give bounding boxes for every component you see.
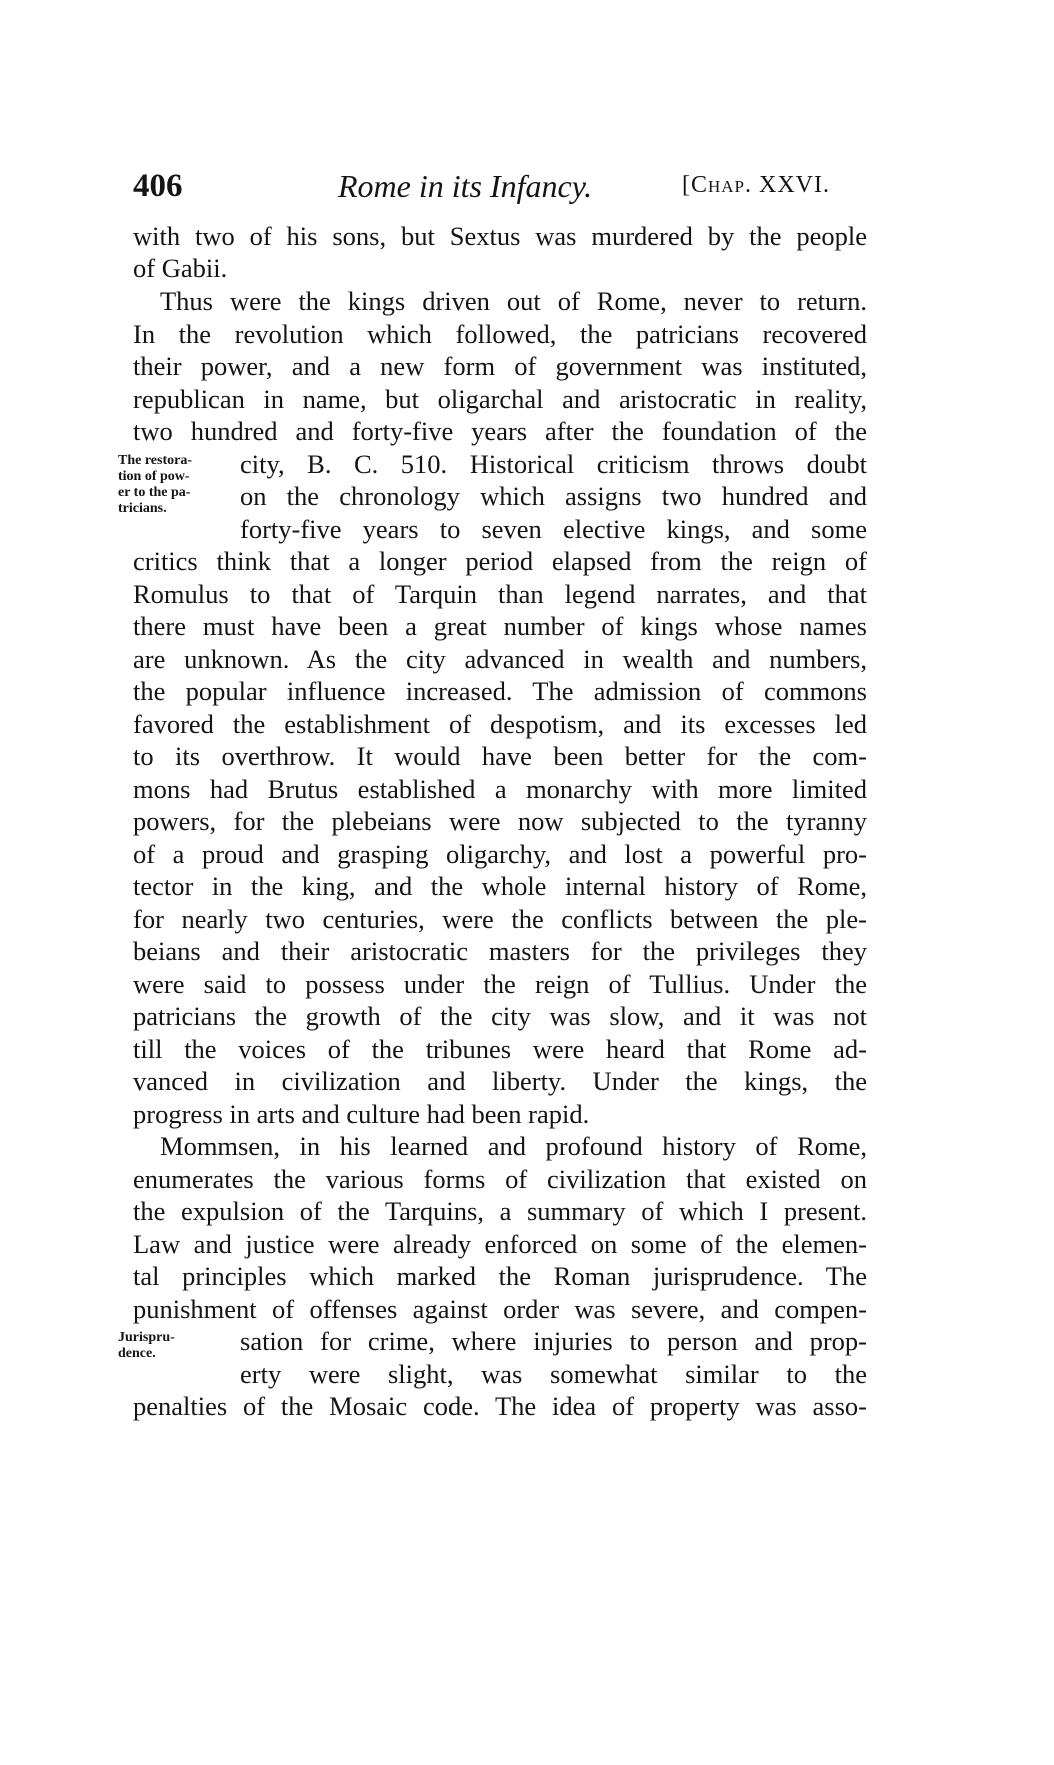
text-line: forty-five years to seven elective kings, and some — [240, 514, 867, 544]
text-line: with two of his sons, but Sextus was murdered by the people — [133, 221, 867, 251]
text-line: sation for crime, where injuries to person and prop- — [240, 1326, 867, 1356]
margin-note-jurisprudence — [118, 1330, 230, 1362]
text-line: republican in name, but oligarchal and aristocratic in reality, — [133, 384, 867, 414]
margin-note-line: tricians. — [118, 501, 167, 516]
text-line: enumerates the various forms of civilization that existed on — [133, 1164, 867, 1194]
text-line: their power, and a new form of government was instituted, — [133, 351, 867, 381]
text-line: there must have been a great number of kings whose names — [133, 611, 867, 641]
text-line: favored the establishment of despotism, and its excesses led — [133, 709, 867, 739]
text-line: of Gabii. — [133, 253, 228, 283]
text-line: Law and justice were already enforced on some of the elemen- — [133, 1229, 867, 1259]
margin-note-line: Jurispru- — [118, 1330, 175, 1345]
text-line: vanced in civilization and liberty. Under the kings, the — [133, 1066, 867, 1096]
margin-note-restoration — [118, 453, 230, 517]
text-line: for nearly two centuries, were the conflicts between the ple- — [133, 904, 867, 934]
text-line: till the voices of the tribunes were heard that Rome ad- — [133, 1034, 867, 1064]
margin-note-line: The restora- — [118, 453, 192, 468]
text-line: Thus were the kings driven out of Rome, never to return. — [160, 286, 867, 316]
text-line: on the chronology which assigns two hundred and — [240, 481, 867, 511]
text-line: Romulus to that of Tarquin than legend narrates, and that — [133, 579, 867, 609]
text-line: In the revolution which followed, the patricians recovered — [133, 319, 867, 349]
margin-note-line: dence. — [118, 1346, 156, 1361]
text-line: city, B. C. 510. Historical criticism throws doubt — [240, 449, 867, 479]
text-line: to its overthrow. It would have been better for the com- — [133, 741, 867, 771]
text-line: punishment of offenses against order was severe, and compen- — [133, 1294, 867, 1324]
chapter-label: [Chap. XXVI. — [682, 172, 830, 198]
page-number: 406 — [133, 168, 183, 204]
text-line: are unknown. As the city advanced in wealth and numbers, — [133, 644, 867, 674]
text-line: critics think that a longer period elapsed from the reign of — [133, 546, 867, 576]
text-line: progress in arts and culture had been rapid. — [133, 1099, 590, 1129]
page-header — [0, 168, 1054, 212]
text-line: the popular influence increased. The admission of commons — [133, 676, 867, 706]
text-line: two hundred and forty-five years after the foundation of the — [133, 416, 867, 446]
text-line: erty were slight, was somewhat similar to the — [240, 1359, 867, 1389]
running-title: Rome in its Infancy. — [338, 168, 593, 204]
text-line: of a proud and grasping oligarchy, and lost a powerful pro- — [133, 839, 867, 869]
text-line: were said to possess under the reign of Tullius. Under the — [133, 969, 867, 999]
text-line: patricians the growth of the city was slow, and it was not — [133, 1001, 867, 1031]
margin-note-line: tion of pow- — [118, 469, 190, 484]
text-line: the expulsion of the Tarquins, a summary of which I present. — [133, 1196, 867, 1226]
text-line: Mommsen, in his learned and profound history of Rome, — [160, 1131, 867, 1161]
text-line: penalties of the Mosaic code. The idea of property was asso- — [133, 1391, 867, 1421]
text-line: beians and their aristocratic masters for the privileges they — [133, 936, 867, 966]
margin-note-line: er to the pa- — [118, 485, 191, 500]
text-line: tector in the king, and the whole internal history of Rome, — [133, 871, 867, 901]
text-line: mons had Brutus established a monarchy with more limited — [133, 774, 867, 804]
text-line: tal principles which marked the Roman jurisprudence. The — [133, 1261, 867, 1291]
text-line: powers, for the plebeians were now subjected to the tyranny — [133, 806, 867, 836]
